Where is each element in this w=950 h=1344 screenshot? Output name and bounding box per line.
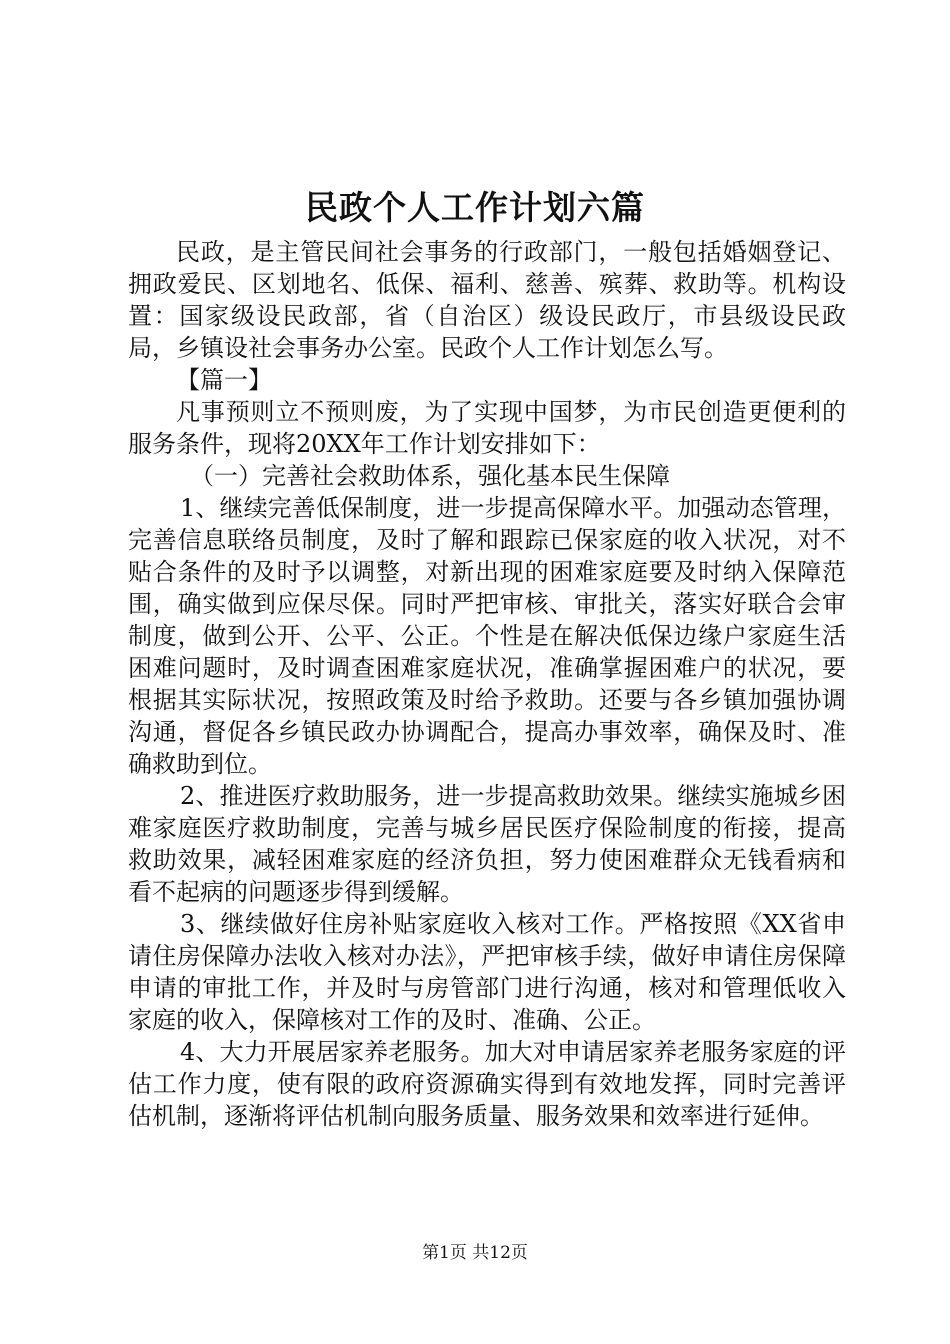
subsection-heading: （一）完善社会救助体系，强化基本民生保障 — [190, 462, 670, 490]
body-paragraph: 3、继续做好住房补贴家庭收入核对工作。严格按照《XX省申请住房保障办法收入核对办法》，严把审核手续，做好申请住房保障申请的审批工作，并及时与房管部门进行沟通，核对和管理低收入家庭的收入，保障核对工作的及时、准确、公正。 — [128, 910, 846, 1034]
body-paragraph: 凡事预则立不预则废，为了实现中国梦，为市民创造更便利的服务条件，现将20XX年工作计划安排如下： — [128, 398, 846, 458]
document-title: 民政个人工作计划六篇 — [305, 188, 645, 227]
section-heading: 【篇一】 — [176, 366, 272, 394]
document-body — [128, 236, 846, 1132]
page-footer: 第1页 共12页 — [422, 1243, 528, 1263]
body-paragraph: 1、继续完善低保制度，进一步提高保障水平。加强动态管理，完善信息联络员制度，及时了解和跟踪已保家庭的收入状况，对不贴合条件的及时予以调整，对新出现的困难家庭要及时纳入保障范围，确实做到应保尽保。同时严把审核、审批关，落实好联合会审制度，做到公开、公平、公正。个性是在解决低保边缘户家庭生活困难问题时，及时调查困难家庭状况，准确掌握困难户的状况，要根据其实际状况，按照政策及时给予救助。还要与各乡镇加强协调沟通，督促各乡镇民政办协调配合，提高办事效率，确保及时、准确救助到位。 — [128, 494, 846, 778]
body-paragraph: 2、推进医疗救助服务，进一步提高救助效果。继续实施城乡困难家庭医疗救助制度，完善与城乡居民医疗保险制度的衔接，提高救助效果，减轻困难家庭的经济负担，努力使困难群众无钱看病和看不起病的问题逐步得到缓解。 — [128, 782, 846, 906]
intro-paragraph: 民政，是主管民间社会事务的行政部门，一般包括婚姻登记、拥政爱民、区划地名、低保、福利、慈善、殡葬、救助等。机构设置：国家级设民政部，省（自治区）级设民政厅，市县级设民政局，乡镇设社会事务办公室。民政个人工作计划怎么写。 — [128, 238, 846, 362]
body-paragraph: 4、大力开展居家养老服务。加大对申请居家养老服务家庭的评估工作力度，使有限的政府资源确实得到有效地发挥，同时完善评估机制，逐渐将评估机制向服务质量、服务效果和效率进行延伸。 — [128, 1038, 846, 1130]
